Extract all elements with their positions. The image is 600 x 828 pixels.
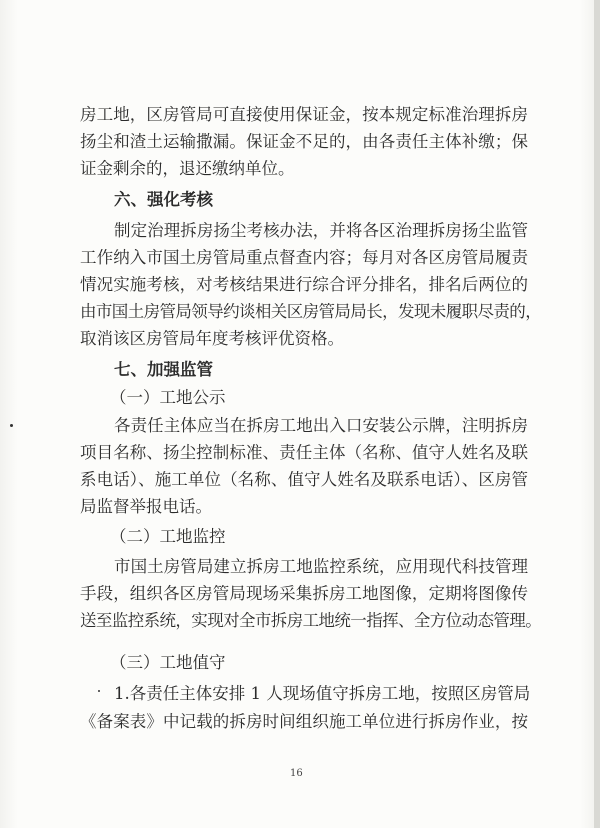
text-line: 各责任主体应当在拆房工地出入口安装公示牌，注明拆房 xyxy=(114,416,528,435)
text-line: 系电话）、施工单位（名称、值守人姓名及联系电话）、区房管 xyxy=(80,470,528,489)
subsection-heading: （二）工地监控 xyxy=(110,527,226,546)
text-line: 取消该区房管局年度考核评优资格。 xyxy=(80,329,344,348)
text-line: 情况实施考核，对考核结果进行综合评分排名，排名后两位的 xyxy=(80,275,528,294)
scan-speck xyxy=(10,424,13,427)
page-edge-shadow xyxy=(594,0,600,828)
text-line: 房工地，区房管局可直接使用保证金，按本规定标准治理拆房 xyxy=(80,105,528,124)
page-number: 16 xyxy=(290,768,303,779)
text-line: 证金剩余的，退还缴纳单位。 xyxy=(80,159,295,178)
text-line: 制定治理拆房扬尘考核办法，并将各区治理拆房扬尘监管 xyxy=(114,221,528,240)
section-heading: 七、加强监管 xyxy=(114,360,213,379)
subsection-heading: （三）工地值守 xyxy=(110,653,226,672)
subsection-heading: （一）工地公示 xyxy=(110,388,226,407)
text-line: 局监督举报电话。 xyxy=(80,497,212,516)
text-line: 由市国土房管局领导约谈相关区房管局局长，发现未履职尽责的， xyxy=(80,302,542,321)
text-line: 项目名称、扬尘控制标准、责任主体（名称、值守人姓名及联 xyxy=(80,443,528,462)
text-line: 送至监控系统，实现对全市拆房工地统一指挥、全方位动态管理。 xyxy=(80,611,542,630)
text-line: 工作纳入市国土房管局重点督查内容；每月对各区房管局履责 xyxy=(80,248,528,267)
text-line: 《备案表》中记载的拆房时间组织施工单位进行拆房作业，按 xyxy=(80,712,528,731)
scan-speck xyxy=(98,690,100,692)
section-heading: 六、强化考核 xyxy=(114,190,213,209)
text-line: 1.各责任主体安排 1 人现场值守拆房工地，按照区房管局 xyxy=(114,684,531,703)
text-line: 扬尘和渣土运输撒漏。保证金不足的，由各责任主体补缴；保 xyxy=(80,132,528,151)
text-line: 手段，组织各区房管局现场采集拆房工地图像，定期将图像传 xyxy=(80,584,528,603)
text-line: 市国土房管局建立拆房工地监控系统，应用现代科技管理 xyxy=(114,557,528,576)
